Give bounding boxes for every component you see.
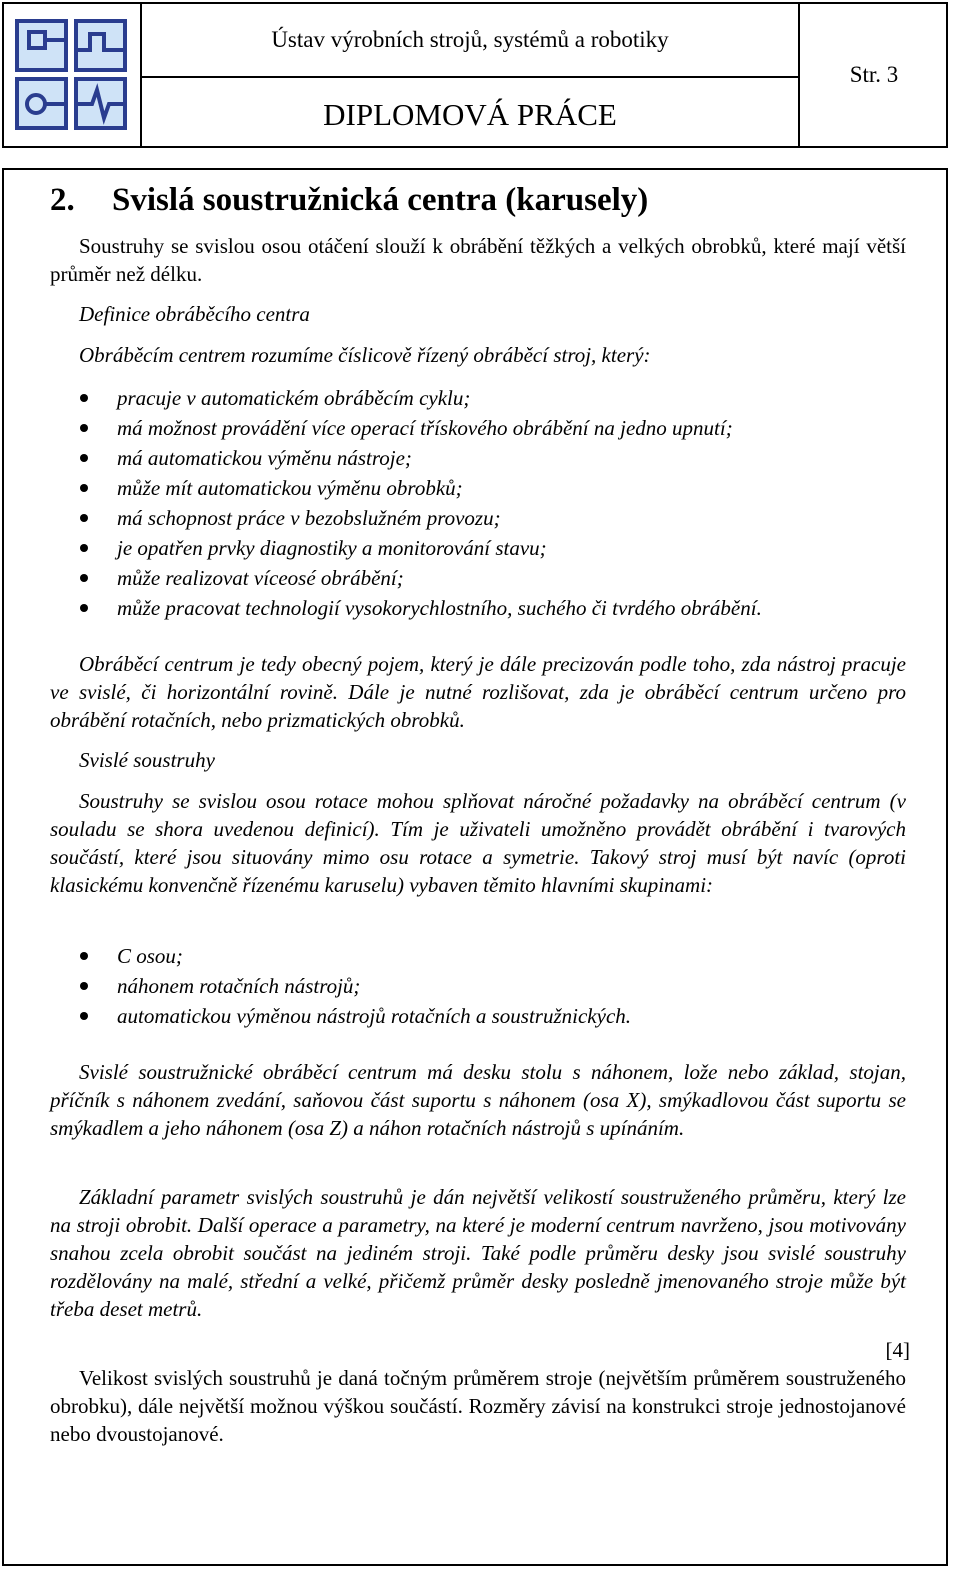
page-number: Str. 3 — [798, 4, 948, 146]
basic-parameter-paragraph: Základní parametr svislých soustruhů je dán největší velikostí soustruženého průměru, který lze na stroji obrobit. Další operace a parametry, na které je moderní centrum navrženo, jsou motivovány snahou zcela obrobit součást na jediném stroji. Také podle průměru desky jsou svislé soustruhy rozdělovány na malé, střední a velké, přičemž průměr desky posledně jmenovaného stroje může být třeba deset metrů. — [50, 1185, 906, 1321]
section-number: 2. — [50, 182, 75, 218]
list-item: má schopnost práce v bezobslužném provozu; — [50, 503, 906, 533]
logo-cell — [4, 4, 142, 146]
reference-citation: [4] — [885, 1338, 910, 1362]
institute-logo-icon — [14, 16, 130, 134]
bullet-icon — [80, 514, 88, 522]
list-item: pracuje v automatickém obráběcím cyklu; — [50, 383, 906, 413]
center-parts-paragraph: Svislé soustružnické obráběcí centrum má desku stolu s náhonem, lože nebo základ, stojan, příčník s náhonem zvedání, saňovou část suportu s náhonem (osa X), smýkadlovou část suportu se smýkadlem a jeho náhonem (osa Z) a náhon rotačních nástrojů s upínáním. — [50, 1060, 906, 1140]
list-item: C osou; — [50, 941, 906, 971]
header-title-cell — [142, 4, 798, 146]
list-item: má automatickou výměnu nástroje; — [50, 443, 906, 473]
bullet-icon — [80, 484, 88, 492]
size-paragraph: Velikost svislých soustruhů je daná točným průměrem stroje (největším průměrem soustruženého obrobku), dále největší možnou výškou součástí. Rozměry závisí na konstrukci stroje jednostojanové nebo dvoustojanové. — [50, 1366, 906, 1446]
institute-name: Ústav výrobních strojů, systémů a robotiky — [142, 4, 798, 78]
document-type: DIPLOMOVÁ PRÁCE — [323, 97, 617, 132]
list-item: může pracovat technologií vysokorychlostního, suchého či tvrdého obrábění. — [50, 593, 906, 623]
bullet-icon — [80, 1012, 88, 1020]
list-item: je opatřen prvky diagnostiky a monitorování stavu; — [50, 533, 906, 563]
definition-lead: Obráběcím centrem rozumíme číslicově řízený obráběcí stroj, který: — [79, 343, 651, 367]
bullet-icon — [80, 604, 88, 612]
list-item: má možnost provádění více operací třískového obrábění na jedno upnutí; — [50, 413, 906, 443]
bullet-icon — [80, 424, 88, 432]
bullet-icon — [80, 952, 88, 960]
intro-paragraph: Soustruhy se svislou osou otáčení slouží k obrábění těžkých a velkých obrobků, které mají větší průměr než délku. — [50, 234, 906, 286]
groups-list — [50, 941, 906, 1031]
bullet-icon — [80, 982, 88, 990]
bullet-icon — [80, 394, 88, 402]
page-header — [2, 2, 948, 148]
bullet-icon — [80, 544, 88, 552]
definition-title: Definice obráběcího centra — [79, 302, 310, 326]
vertical-lathes-title: Svislé soustruhy — [79, 748, 215, 772]
section-title: Svislá soustružnická centra (karusely) — [112, 182, 649, 218]
bullet-icon — [80, 574, 88, 582]
list-item: náhonem rotačních nástrojů; — [50, 971, 906, 1001]
list-item: může mít automatickou výměnu obrobků; — [50, 473, 906, 503]
bullet-icon — [80, 454, 88, 462]
section-heading — [50, 176, 648, 224]
list-item: může realizovat víceosé obrábění; — [50, 563, 906, 593]
definition-list — [50, 383, 906, 623]
centrum-note-paragraph: Obráběcí centrum je tedy obecný pojem, který je dále precizován podle toho, zda nástroj pracuje ve svislé, či horizontální rovině. Dále je nutné rozlišovat, zda je obráběcí centrum určeno pro obrábění rotačních, nebo prizmatických obrobků. — [50, 652, 906, 732]
vertical-lathes-paragraph: Soustruhy se svislou osou rotace mohou splňovat náročné požadavky na obráběcí centrum (v souladu se shora uvedenou definicí). Tím je uživateli umožněno provádět obrábění i tvarových součástí, které jsou situovány mimo osu rotace a symetrie. Takový stroj musí být navíc (oproti klasickému konvenčně řízenému karuselu) vybaven těmito hlavními skupinami: — [50, 789, 906, 897]
list-item: automatickou výměnou nástrojů rotačních a soustružnických. — [50, 1001, 906, 1031]
